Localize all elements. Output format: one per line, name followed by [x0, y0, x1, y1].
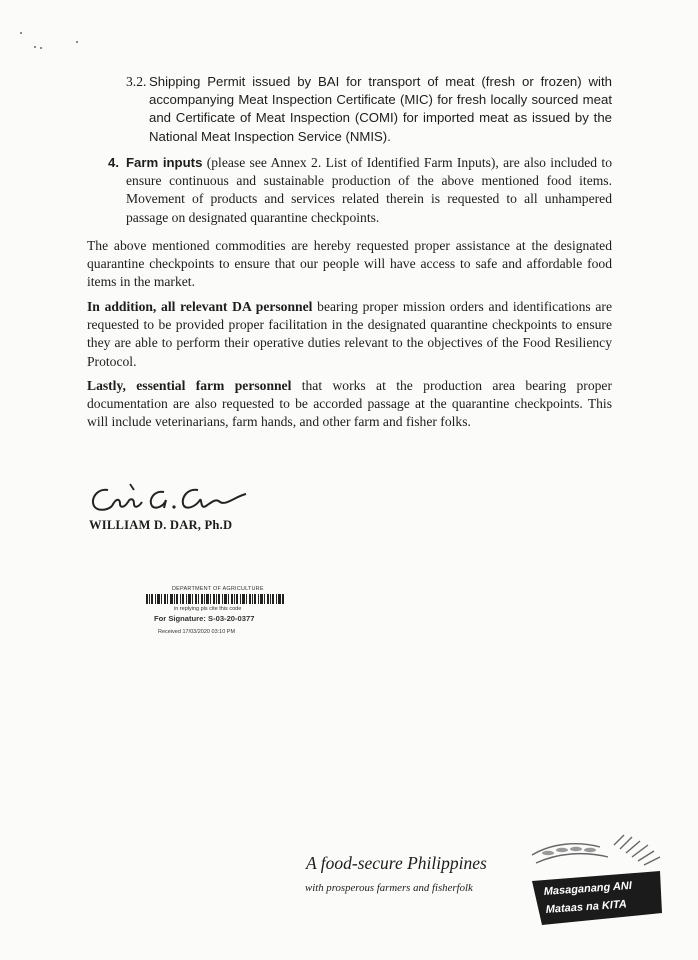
paragraph-da-personnel: [87, 298, 612, 371]
list-item-number: 4.: [108, 155, 119, 170]
paragraph-lead: In addition, all relevant DA personnel: [87, 299, 313, 314]
stamp-for-signature: For Signature: S-03-20-0377: [154, 614, 255, 623]
stamp-cite-note: in replying pls cite this code: [174, 606, 242, 612]
footer-subtitle: with prosperous farmers and fisherfolk: [305, 882, 473, 894]
paragraph-farm-personnel: [87, 377, 612, 432]
paragraph-lead: Lastly, essential farm personnel: [87, 378, 292, 393]
logo-line-1: Masaganang ANI: [543, 879, 633, 898]
stamp-received-date: Received 17/03/2020 03:10 PM: [158, 629, 236, 635]
list-item-3-2: [126, 73, 612, 146]
barcode-icon: [146, 594, 284, 604]
list-item-text: Shipping Permit issued by BAI for transport of meat (fresh or frozen) with accompanying Meat Inspection Certificate (MIC) for fresh locally sourced meat and Certificate of Meat Inspection (COMI) for imported meat as issued by the National Meat Inspection Service (NMIS).: [149, 74, 612, 144]
paragraph-commodities: [87, 237, 612, 292]
list-item-text: (please see Annex 2. List of Identified Farm Inputs), are also included to ensure continuous and sustainable production of the above mentioned food items. Movement of products and services related therein is requested to all unhampered passage on designated quarantine checkpoints.: [126, 155, 612, 225]
stamp-department: DEPARTMENT OF AGRICULTURE: [172, 586, 264, 592]
paragraph-text: bearing proper mission orders and identifications are requested to be provided proper facilitation in the designated quarantine checkpoints to ensure they are able to perform their operative duties relevant to the objectives of the Food Resiliency Protocol.: [87, 299, 612, 369]
scan-specks: [14, 20, 94, 60]
logo-line-2: Mataas na KITA: [545, 898, 628, 916]
footer-motto: A food-secure Philippines: [306, 853, 487, 873]
masaganang-ani-logo: [528, 833, 668, 929]
list-item-4: [108, 154, 612, 227]
list-item-lead: Farm inputs: [126, 155, 203, 170]
paragraph-text: The above mentioned commodities are hereby requested proper assistance at the designated quarantine checkpoints to ensure that our people will have access to safe and affordable food items in the market.: [87, 238, 612, 290]
list-item-number: 3.2.: [126, 74, 147, 89]
paragraph-text: that works at the production area bearing proper documentation are also requested to be accorded passage at the quarantine checkpoints. This will include veterinarians, farm hands, and other farm and fisher folks.: [87, 378, 612, 430]
handwritten-signature: [86, 476, 266, 522]
receiving-stamp: [140, 586, 290, 646]
signatory-name: WILLIAM D. DAR, Ph.D: [89, 518, 233, 532]
